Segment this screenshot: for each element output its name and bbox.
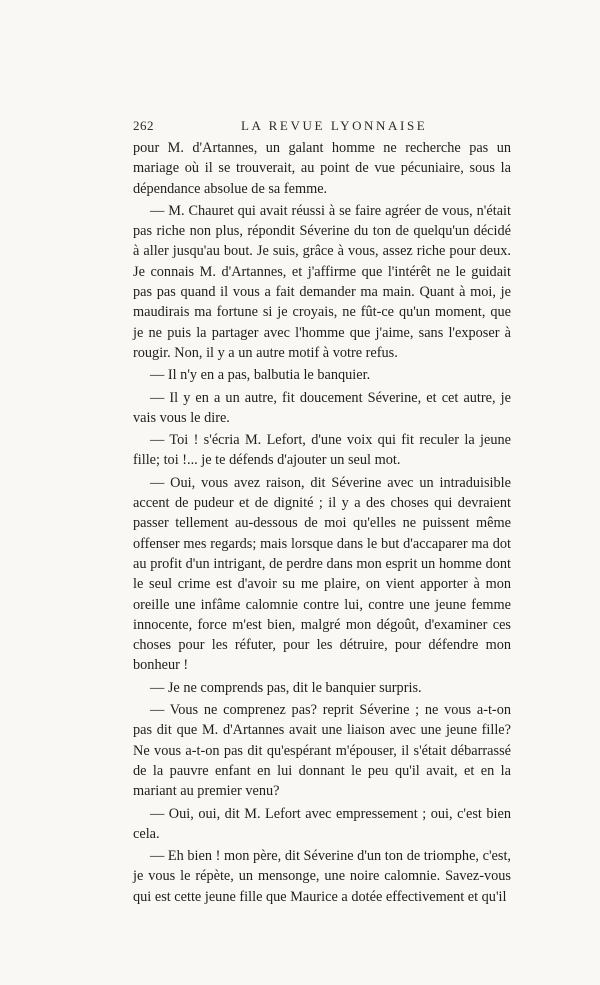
paragraph: — Il y en a un autre, fit doucement Séverine, et cet autre, je vais vous le dire. — [133, 389, 511, 426]
paragraph: — Vous ne comprenez pas? reprit Séverine ; ne vous a-t-on pas dit que M. d'Artannes avait une liaison avec une jeune fille? Ne vous a-t-on pas dit qu'espérant m'épouser, il s'était débarrassé de la pauvre enfant en lui donnant le peu qu'il avait, et en la mariant au premier venu? — [133, 702, 511, 800]
paragraph: — Je ne comprends pas, dit le banquier surpris. — [150, 679, 422, 696]
paragraph: pour M. d'Artannes, un galant homme ne recherche pas un mariage où il se trouverait, au point de vue pécuniaire, sous la dépendance absolue de sa femme. — [133, 140, 511, 197]
paragraph: — Toi ! s'écria M. Lefort, d'une voix qui fit reculer la jeune fille; toi !... je te défends d'ajouter un seul mot. — [133, 432, 511, 469]
paragraph: — Eh bien ! mon père, dit Séverine d'un ton de triomphe, c'est, je vous le répète, un mensonge, une noire calomnie. Savez-vous qui est cette jeune fille que Maurice a dotée effectivement et qu'il — [133, 848, 511, 905]
body-text — [133, 138, 511, 907]
paragraph: — Oui, oui, dit M. Lefort avec empressement ; oui, c'est bien cela. — [133, 805, 511, 842]
page-header — [133, 118, 513, 134]
page-number: 262 — [133, 118, 154, 133]
paragraph: — M. Chauret qui avait réussi à se faire agréer de vous, n'était pas riche non plus, répondit Séverine du ton de quelqu'un décidé à aller jusqu'au bout. Je suis, grâce à vous, assez riche pour deux. Je connais M. d'Artannes, et j'affirme que l'intérêt ne le guidait pas pas quand il vous a fait demander ma main. Quant à moi, je maudirais ma fortune si je croyais, ne fût-ce qu'un moment, que je ne puis la partager avec l'homme que j'aime, sans l'exposer à rougir. Non, il y a un autre motif à votre refus. — [133, 202, 511, 361]
paragraph: — Oui, vous avez raison, dit Séverine avec un intraduisible accent de pudeur et de dignité ; il y a des choses qui devraient passer tellement au-dessous de moi qu'elles ne puissent même offenser mes regards; mais lorsque dans le but d'accaparer ma dot au profit d'un intrigant, de perdre dans mon esprit un homme dont le seul crime est d'avoir su me plaire, on vient apporter à mon oreille une infâme calomnie contre lui, contre une jeune femme innocente, force m'est bien, malgré mon dégoût, d'examiner ces choses pour les réfuter, pour les détruire, pour défendre mon bonheur ! — [133, 474, 511, 674]
paragraph: — Il n'y en a pas, balbutia le banquier. — [150, 367, 371, 384]
running-head: LA REVUE LYONNAISE — [241, 118, 428, 133]
